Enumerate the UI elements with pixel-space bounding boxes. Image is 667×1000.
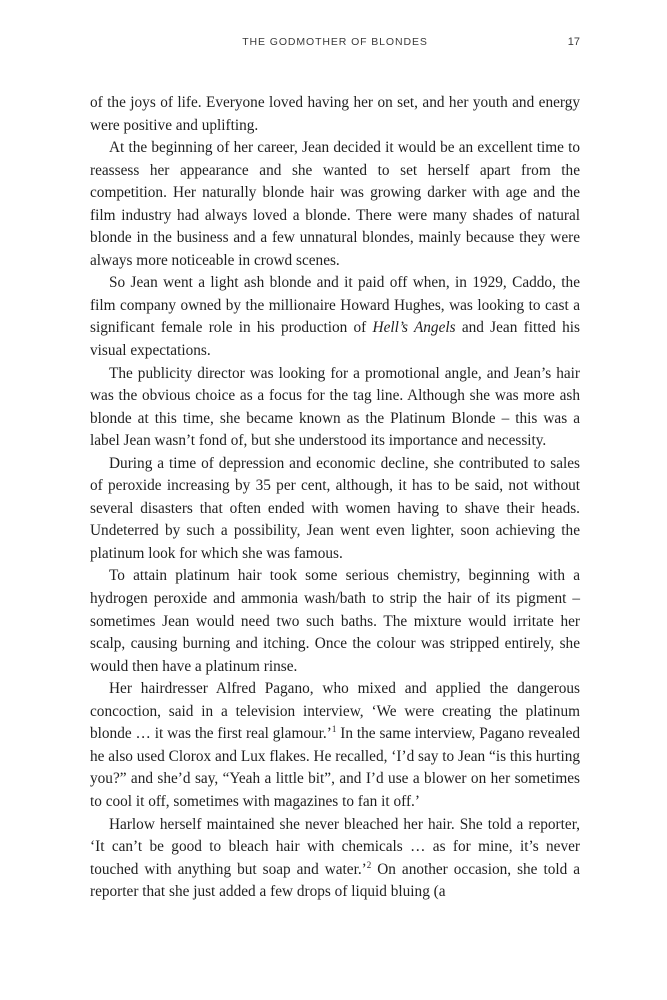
paragraph-text: At the beginning of her career, Jean decided it would be an excellent time to reassess her appearance and she wanted to set herself apart from the competition. Her naturally blonde hair was growing darker with age and the film industry had always loved a blonde. There were many shades of natural blonde in the business and a few unnatural blondes, mainly because they were always more noticeable in crowd scenes. [90,139,580,269]
page-number: 17 [567,36,580,48]
paragraph-text: On another occasion, she told a reporter that she just added a few drops of liquid bluing (a [90,860,581,901]
paragraph-text: The publicity director was looking for a promotional angle, and Jean’s hair was the obvious choice as a focus for the tag line. Although she was more ash blonde at this time, she became known as the Platinum Blonde – this was a label Jean wasn’t fond of, but she understood its importance and necessity. [90,364,580,450]
paragraph-text: In the same interview, Pagano revealed he also used Clorox and Lux flakes. He recalled, ‘I’d say to Jean “is this hurting you?” and she’d say, “Yeah a little bit”, and I’d use a blower on her sometimes to cool it off, sometimes with magazines to fan it off.’ [90,725,581,810]
paragraph-text: Her hairdresser Alfred Pagano, who mixed and applied the dangerous concoction, said in a television interview, ‘We were creating the platinum blonde … it was the first real glamour.’ [90,680,580,743]
paragraph-2 [90,137,580,272]
paragraph-text: of the joys of life. Everyone loved having her on set, and her youth and energy were positive and uplifting. [90,94,580,134]
paragraph-text: To attain platinum hair took some serious chemistry, beginning with a hydrogen peroxide and ammonia wash/bath to strip the hair of its pigment – sometimes Jean would need two such baths. The mixture would irritate her scalp, causing burning and itching. Once the colour was stripped entirely, she would then have a platinum rinse. [90,567,580,675]
paragraph-3 [90,272,580,362]
paragraph-text: So Jean went a light ash blonde and it paid off when, in 1929, Caddo, the film company owned by the millionaire Howard Hughes, was looking to cast a significant female role in his production of [90,274,580,337]
paragraph-7 [90,678,580,813]
footnote-marker: 2 [366,859,372,870]
body-text [90,92,580,904]
paragraph-8 [90,814,580,904]
running-header [90,36,580,52]
paragraph-1 [90,92,580,137]
paragraph-5 [90,453,580,566]
paragraph-text: and Jean fitted his visual expectations. [90,319,581,360]
paragraph-text: During a time of depression and economic decline, she contributed to sales of peroxide increasing by 35 per cent, although, it has to be said, not without several disasters that often ended with women having to shave their heads. Undeterred by such a possibility, Jean went even lighter, soon achieving the platinum look for which she was famous. [90,454,580,562]
paragraph-6 [90,565,580,678]
running-title: THE GODMOTHER OF BLONDES [242,36,428,48]
paragraph-text: Harlow herself maintained she never bleached her hair. She told a reporter, ‘It can’t be good to bleach hair with chemicals … as for mine, it’s never touched with anything but soap and water.’ [90,815,580,878]
footnote-marker: 1 [331,724,337,735]
paragraph-4 [90,363,580,453]
film-title: Hell’s Angels [372,319,456,337]
